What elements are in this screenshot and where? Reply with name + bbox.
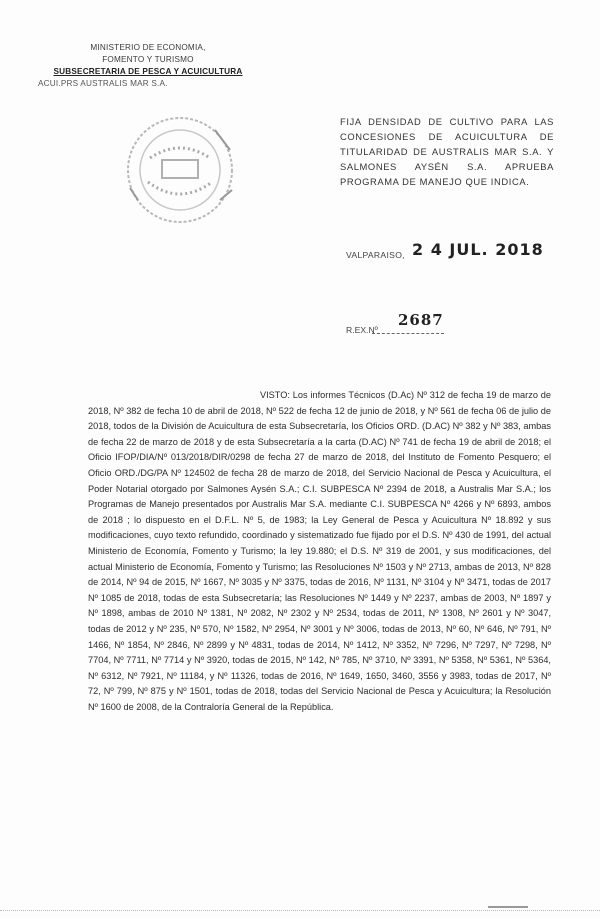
letterhead <box>38 42 248 90</box>
resolution-date-stamp: 2 4 JUL. 2018 <box>412 240 544 259</box>
ministry-line-2: FOMENTO Y TURISMO <box>102 55 194 64</box>
rex-label: R.EX.Nº <box>346 325 378 335</box>
rex-number-stamp: 2687 <box>398 311 444 329</box>
resolution-subject: FIJA DENSIDAD DE CULTIVO PARA LAS CONCESIONES DE ACUICULTURA DE TITULARIDAD DE AUSTRALIS MAR S.A. Y SALMONES AYSÉN S.A. APRUEBA PROGRAMA DE MANEJO QUE INDICA. <box>340 116 554 187</box>
official-seal-stamp <box>120 110 240 230</box>
rex-underline <box>372 333 444 334</box>
place-label: VALPARAISO, <box>346 250 405 260</box>
visto-paragraph: VISTO: Los informes Técnicos (D.Ac) Nº 312 de fecha 19 de marzo de 2018, Nº 382 de fecha 10 de abril de 2018, Nº 522 de fecha 12 de junio de 2018, y Nº 561 de fecha 06 de julio de 2018, todos de la División de Acuicultura de esta Subsecretaría, los Oficios ORD. (D.AC) Nº 382 y Nº 383, ambas de fecha 22 de marzo de 2018 y de esta Subsecretaría a la carta (D.AC) Nº 741 de fecha 19 de abril de 2018; el Oficio IFOP/DIA/Nº 013/2018/DIR/0298 de fecha 27 de marzo de 2018, del Instituto de Fomento Pesquero; el Oficio ORD./DG/PA Nº 124502 de fecha 28 de marzo de 2018, del Servicio Nacional de Pesca y Acuicultura, el Poder Notarial otorgado por Salmones Aysén S.A.; C.I. SUBPESCA Nº 2394 de 2018, a Australis Mar S.A.; los Programas de Manejo presentados por Australis Mar S.A. mediante C.I. SUBPESCA Nº 4266 y Nº 6893, ambos de 2018 ; lo dispuesto en el D.F.L. Nº 5, de 1983; la Ley General de Pesca y Acuicultura Nº 18.892 y sus modificaciones, cuyo texto refundido, coordinado y sistematizado fue fijado por el D.S. Nº 430 de 1991, del actual Ministerio de Economía, Fomento y Turismo; la ley 19.880; el D.S. Nº 319 de 2001, y sus modificaciones, del actual Ministerio de Economía, Fomento y Turismo; las Resoluciones Nº 1503 y Nº 2713, ambas de 2013, Nº 828 de 2014, Nº 94 de 2015, Nº 1667, Nº 3035 y Nº 3375, todas de 2016, Nº 1131, Nº 3104 y Nº 3471, todas de 2017 Nº 1085 de 2018, todas de esta Subsecretaría; las Resoluciones Nº 1449 y Nº 2237, ambas de 2003, Nº 1897 y Nº 1898, ambas de 2010 Nº 1381, Nº 2082, Nº 2302 y Nº 2534, todas de 2011, Nº 1308, Nº 2601 y Nº 3047, todas de 2012 y Nº 235, Nº 570, Nº 1582, Nº 2954, Nº 3001 y Nº 3006, todas de 2013, Nº 60, Nº 646, Nº 791, Nº 1466, Nº 1854, Nº 2846, Nº 2899 y Nº 4831, todas de 2014, Nº 1412, Nº 3352, Nº 7296, Nº 7297, Nº 7298, Nº 7704, Nº 7711, Nº 7714 y Nº 3920, todas de 2015, Nº 142, Nº 785, Nº 3710, Nº 3391, Nº 5358, Nº 5361, Nº 5364, Nº 6312, Nº 7921, Nº 11184, y Nº 11326, todas de 2016, Nº 1649, 1650, 3460, 3556 y 3983, todas de 2017, Nº 72, Nº 799, Nº 875 y Nº 1501, todas de 2018, todas del Servicio Nacional de Pesca y Acuicultura; la Resolución Nº 1600 de 2008, de la Contraloría General de la República. <box>88 390 551 712</box>
subsecretaria-line: SUBSECRETARIA DE PESCA Y ACUICULTURA <box>53 67 243 76</box>
reference-line: ACUI.PRS AUSTRALIS MAR S.A. <box>38 79 168 88</box>
page-edge-mark <box>488 906 528 908</box>
ministry-line-1: MINISTERIO DE ECONOMIA, <box>90 43 206 52</box>
